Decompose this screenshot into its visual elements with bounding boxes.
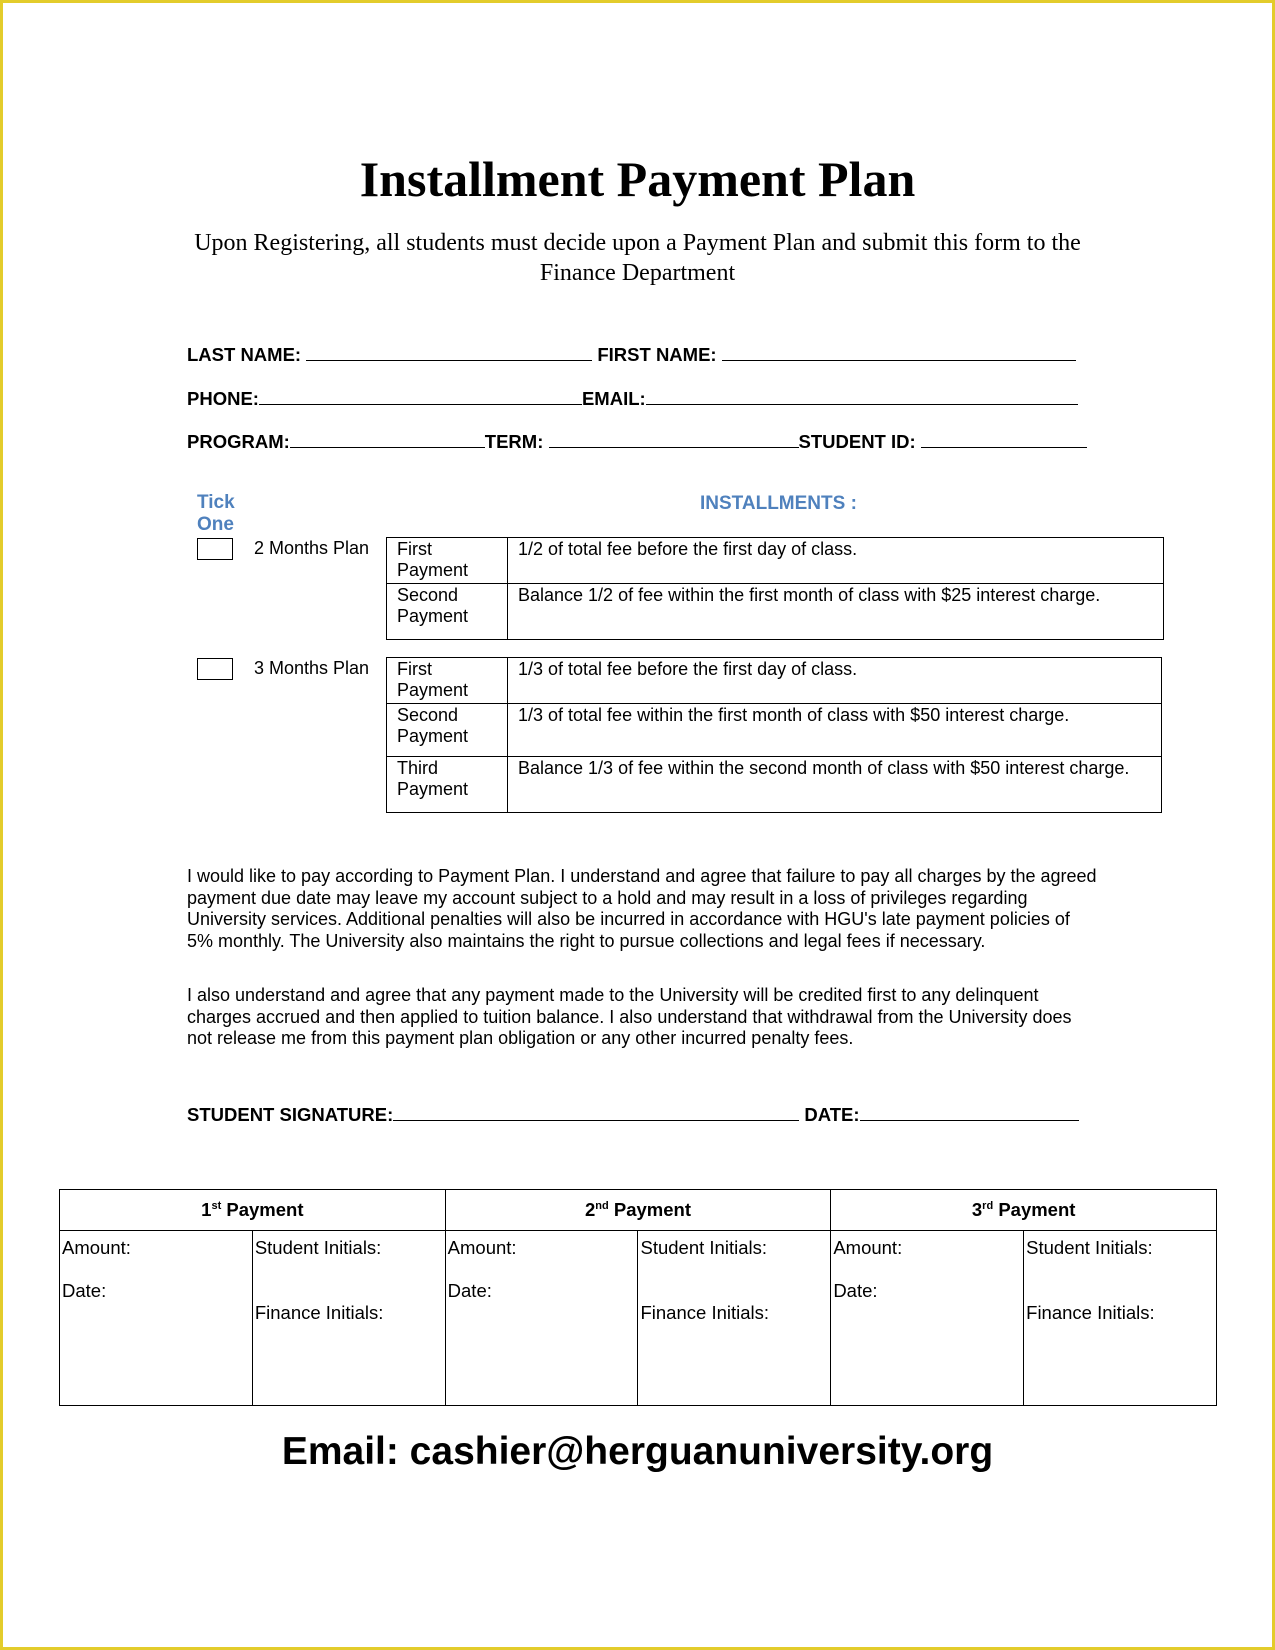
table-row <box>387 584 1164 640</box>
program-row <box>187 429 1087 453</box>
first-name-label: FIRST NAME: <box>597 344 717 365</box>
phone-label: PHONE: <box>187 388 259 409</box>
amount-label: Amount: <box>62 1237 131 1258</box>
payment-description: Balance 1/3 of fee within the second month of class with $50 interest charge. <box>508 757 1162 813</box>
student-id-input[interactable] <box>921 429 1087 448</box>
initials-cell[interactable] <box>252 1231 445 1406</box>
two-month-plan-label: 2 Months Plan <box>254 538 370 558</box>
table-row <box>60 1231 1217 1406</box>
table-row <box>387 658 1162 704</box>
amount-label: Amount: <box>833 1237 903 1258</box>
three-month-plan-table <box>386 657 1162 813</box>
date-label: DATE: <box>804 1104 860 1125</box>
installments-heading: INSTALLMENTS : <box>700 493 857 514</box>
payment-name: Third Payment <box>387 757 508 813</box>
page-subtitle: Upon Registering, all students must decide upon a Payment Plan and submit this form to the Finance Department <box>194 230 1081 286</box>
amount-date-cell[interactable] <box>60 1231 253 1406</box>
page-title: Installment Payment Plan <box>359 151 916 207</box>
last-name-label: LAST NAME: <box>187 344 302 365</box>
initials-cell[interactable] <box>638 1231 831 1406</box>
finance-initials-label: Finance Initials: <box>640 1302 770 1323</box>
payment-description: 1/3 of total fee within the first month of class with $50 interest charge. <box>508 704 1162 757</box>
three-month-plan-label: 3 Months Plan <box>254 658 370 678</box>
amount-date-cell[interactable] <box>831 1231 1024 1406</box>
third-payment-header: 3rd Payment <box>831 1190 1217 1231</box>
second-payment-header: 2nd Payment <box>445 1190 831 1231</box>
student-signature-input[interactable] <box>393 1102 799 1121</box>
agreement-paragraph-2: I also understand and agree that any payment made to the University will be credited first to any delinquent charges accrued and then applied to tuition balance. I also understand that withdrawal from the University does not release me from this payment plan obligation or any other incurred penalty fees. <box>187 985 1072 1048</box>
student-id-label: STUDENT ID: <box>798 431 916 452</box>
payment-name: First Payment <box>387 538 508 584</box>
table-row <box>387 757 1162 813</box>
email-input[interactable] <box>646 386 1078 405</box>
amount-date-cell[interactable] <box>445 1231 638 1406</box>
two-month-plan-table <box>386 537 1164 640</box>
finance-initials-label: Finance Initials: <box>254 1302 384 1323</box>
two-month-plan-checkbox[interactable] <box>197 538 233 560</box>
contact-row <box>187 386 1078 410</box>
amount-label: Amount: <box>447 1237 517 1258</box>
last-name-input[interactable] <box>306 342 592 361</box>
student-initials-label: Student Initials: <box>1026 1237 1153 1258</box>
payment-name: Second Payment <box>387 584 508 640</box>
program-input[interactable] <box>290 429 485 448</box>
table-header-row <box>60 1190 1217 1231</box>
phone-input[interactable] <box>259 386 582 405</box>
payment-record-table <box>59 1189 1217 1406</box>
table-row <box>387 704 1162 757</box>
term-input[interactable] <box>549 429 799 448</box>
payment-name: Second Payment <box>387 704 508 757</box>
first-name-input[interactable] <box>722 342 1076 361</box>
agreement-paragraph-1: I would like to pay according to Payment Plan. I understand and agree that failure to pay all charges by the agreed payment due date may leave my account subject to a hold and may result in a loss of privileges regarding University services. Additional penalties will also be incurred in accordance with HGU's late payment policies of 5% monthly. The University also maintains the right to pursue collections and legal fees if necessary. <box>187 866 1097 951</box>
tick-one-label: Tick One <box>197 492 235 535</box>
finance-initials-label: Finance Initials: <box>1026 1302 1155 1323</box>
date-label: Date: <box>833 1280 878 1301</box>
date-input[interactable] <box>860 1102 1079 1121</box>
payment-name: First Payment <box>387 658 508 704</box>
table-row <box>387 538 1164 584</box>
signature-row <box>187 1102 1079 1126</box>
term-label: TERM: <box>484 431 544 452</box>
student-initials-label: Student Initials: <box>254 1237 382 1258</box>
date-label: Date: <box>447 1280 492 1301</box>
three-month-plan-checkbox[interactable] <box>197 658 233 680</box>
email-label: EMAIL: <box>581 388 646 409</box>
name-row <box>187 342 1076 366</box>
payment-description: 1/3 of total fee before the first day of class. <box>508 658 1162 704</box>
payment-description: 1/2 of total fee before the first day of class. <box>508 538 1164 584</box>
first-payment-header: 1st Payment <box>60 1190 446 1231</box>
program-label: PROGRAM: <box>187 431 290 452</box>
contact-email: Email: cashier@herguanuniversity.org <box>281 1430 994 1473</box>
student-initials-label: Student Initials: <box>640 1237 767 1258</box>
initials-cell[interactable] <box>1024 1231 1217 1406</box>
date-label: Date: <box>62 1280 107 1301</box>
payment-description: Balance 1/2 of fee within the first month of class with $25 interest charge. <box>508 584 1164 640</box>
student-signature-label: STUDENT SIGNATURE: <box>187 1104 394 1125</box>
